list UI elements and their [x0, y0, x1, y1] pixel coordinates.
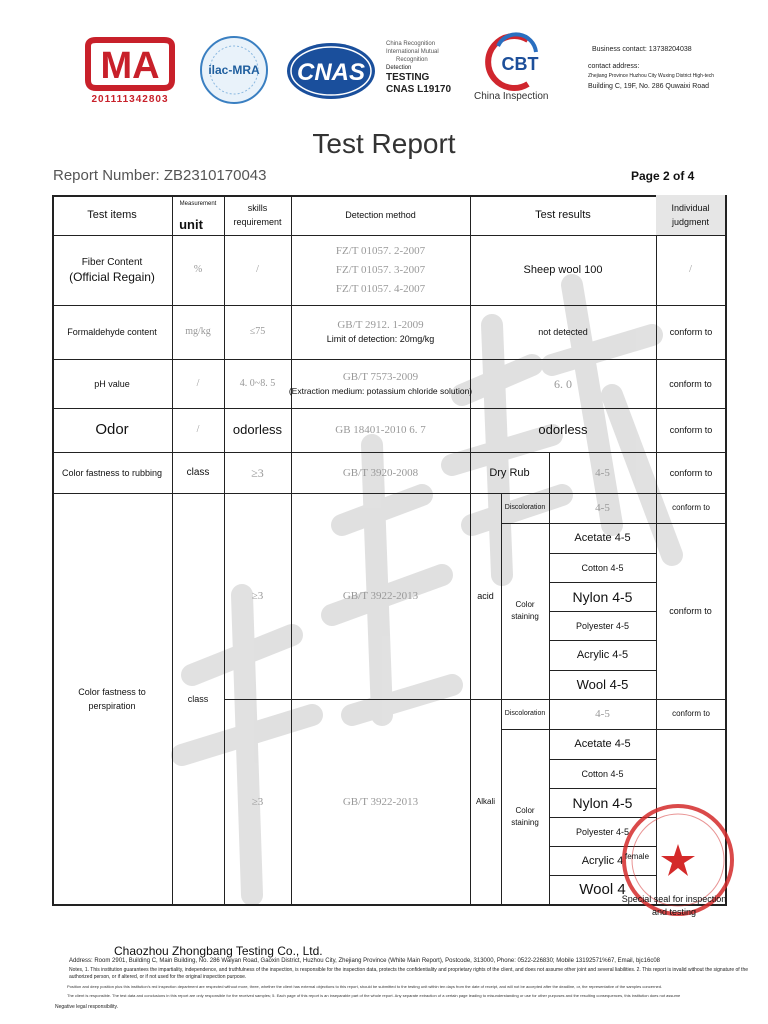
- odor-judgment: conform to: [669, 425, 713, 435]
- cma-code: 201111342803: [91, 94, 169, 105]
- company-name: Chaozhou Zhongbang Testing Co., Ltd.: [114, 944, 323, 958]
- cnas-logo: [285, 40, 377, 102]
- header-measurement: Measurement: [179, 201, 217, 207]
- cma-logo-text: MA: [100, 45, 160, 87]
- ilac-mra-logo: [195, 34, 273, 106]
- alkali-staining-wool: Wool 4: [579, 880, 626, 898]
- acid-label: acid: [477, 591, 494, 601]
- rubbing-requirement: ≥3: [251, 465, 264, 480]
- cnas-line: Recognition: [396, 57, 428, 63]
- acid-discoloration-label: Discoloration: [504, 504, 546, 511]
- cnas-accreditation-text: [386, 40, 478, 96]
- cbt-logo-text: CBT: [501, 54, 539, 74]
- alkali-label: Alkali: [475, 796, 496, 806]
- odor-unit: /: [196, 424, 200, 435]
- alkali-method: GB/T 3922-2013: [342, 795, 419, 808]
- formaldehyde-method: GB/T 2912. 1-2009: [337, 319, 424, 331]
- rubbing-judgment: conform to: [669, 467, 713, 478]
- alkali-staining-cotton: Cotton 4-5: [581, 768, 624, 779]
- fiber-content-label: Fiber Content: [81, 257, 143, 268]
- fiber-unit: %: [193, 264, 203, 275]
- fiber-methods: [291, 235, 470, 305]
- alkali-staining-label: Color staining: [511, 805, 539, 827]
- rubbing-result: 4-5: [595, 466, 610, 479]
- acid-staining-acetate: Acetate 4-5: [574, 532, 631, 544]
- rubbing-method: GB/T 3920-2008: [342, 466, 419, 479]
- ph-judgment: conform to: [669, 378, 712, 389]
- cma-logo: [80, 36, 180, 106]
- acid-method: GB/T 3922-2013: [342, 590, 419, 602]
- rubbing-unit: class: [186, 466, 210, 478]
- footer-notes: Negative legal responsibility.: [55, 1004, 118, 1010]
- acid-staining-judgment: conform to: [669, 606, 712, 616]
- perspiration-item: Color fastness to perspiration: [78, 686, 146, 711]
- fiber-method: FZ/T 01057. 4-2007: [335, 282, 426, 295]
- formaldehyde-judgment: conform to: [669, 327, 713, 337]
- cnas-line: International Mutual: [386, 49, 439, 55]
- ph-item: pH value: [94, 378, 130, 389]
- cnas-testing: TESTING: [386, 72, 430, 83]
- rubbing-dry-rub-label: Dry Rub: [489, 466, 530, 479]
- alkali-discoloration-judgment: conform to: [672, 709, 710, 718]
- acid-discoloration-value: 4-5: [595, 502, 610, 514]
- seal-female-label: female: [625, 852, 650, 861]
- header-detection-method: Detection method: [345, 210, 416, 220]
- fiber-method: FZ/T 01057. 2-2007: [335, 244, 426, 257]
- alkali-staining-acetate: Acetate 4-5: [574, 738, 631, 750]
- acid-staining-polyester: Polyester 4-5: [575, 620, 630, 631]
- acid-staining-acrylic: Acrylic 4-5: [576, 649, 629, 661]
- seal-star-icon: [661, 844, 695, 876]
- ph-unit: /: [196, 377, 200, 389]
- ph-method: GB/T 7573-2009: [342, 370, 419, 383]
- contact-address-label: contact address:: [588, 63, 640, 70]
- header-individual-judgment: Individual judgment: [656, 195, 725, 235]
- page-number: Page 2 of 4: [631, 169, 695, 183]
- fiber-method: FZ/T 01057. 3-2007: [335, 263, 426, 276]
- fiber-content-item: [52, 235, 172, 305]
- alkali-discoloration-label: Discoloration: [504, 710, 546, 717]
- cnas-line: China Recognition: [386, 41, 436, 47]
- cnas-line: Detection: [386, 65, 412, 71]
- ilac-logo-text: ilac-MRA: [208, 63, 260, 77]
- cnas-code: CNAS L19170: [386, 84, 452, 95]
- alkali-staining-acrylic: Acrylic 4: [581, 854, 624, 867]
- odor-item: Odor: [95, 421, 129, 438]
- odor-requirement: odorless: [232, 422, 283, 437]
- acid-staining-wool: Wool 4-5: [576, 676, 629, 692]
- header-test-items: Test items: [87, 209, 137, 221]
- formaldehyde-unit: mg/kg: [185, 326, 211, 337]
- alkali-requirement: ≥3: [251, 795, 264, 808]
- contact-address-line1: Zhejiang Province Huzhou City Wuxing District High-tech: [588, 73, 715, 79]
- fiber-official-regain-label: (Official Regain): [69, 270, 155, 284]
- formaldehyde-requirement: ≤75: [249, 326, 266, 337]
- footer-notes: The client is responsible. The test data and conclusions in this report are only responsible for the received samples; 5. Each page of this report is an inseparable part of the whole report. Any separate extraction of a certain page leading to misunderstanding or use for other purposes and the resulting consequences, this institution does not assume: [67, 993, 681, 998]
- acid-discoloration-judgment: conform to: [672, 503, 710, 512]
- header-unit: unit: [179, 217, 203, 232]
- formaldehyde-item: Formaldehyde content: [67, 327, 157, 337]
- rubbing-item: Color fastness to rubbing: [61, 467, 163, 478]
- contact-address-line2: Building C, 19F, No. 286 Quwaixi Road: [588, 83, 710, 90]
- ph-method-note: (Extraction medium: potassium chloride solution): [288, 385, 473, 396]
- report-number: Report Number: ZB2310170043: [53, 167, 267, 184]
- footer-notes: Notes, 1. This institution guarantees the impartiality, independence, and truthfulness of the inspection, is responsible for the inspection data, protects the confidentiality and proprietary rights of the client, and does not assume other joint and several liabilities. 2. This report is invalid without the signature of the authorized person, or if altered, or if not used for the original inspection purpose.: [69, 967, 749, 980]
- contact-info: [588, 44, 760, 92]
- seal-caption: Special seal for inspection and testing: [621, 894, 727, 917]
- perspiration-unit: class: [187, 693, 209, 704]
- ph-method-cell: [288, 359, 473, 408]
- fiber-judgment: /: [689, 264, 692, 275]
- company-address: Address: Room 2901, Building C, Main Building, No. 286 Waiyan Road, Gaoxin District, Huzhou City, Zhejiang Province (White Main Report), Postcode, 313000, Phone: 0522-226830; Mobile 13192571%67, Email, bjc16c08: [69, 958, 660, 964]
- cbt-caption: China Inspection: [474, 91, 549, 102]
- acid-staining-label: Color staining: [511, 600, 539, 621]
- header-skills-requirement: skills requirement: [233, 203, 282, 227]
- fiber-requirement: /: [256, 264, 259, 275]
- fiber-result: Sheep wool 100: [523, 264, 603, 276]
- cbt-logo: [476, 32, 556, 92]
- cnas-logo-text: CNAS: [296, 59, 366, 86]
- footer-notes: Position and deep position plus this institution's red inspection department are respected without more, three, whether the client has external objections to this report, should be submitted to the testing unit within ten days from the date of receipt, and will not be accepted after the deadline, or, the representative of the samples concerned.: [67, 984, 663, 989]
- alkali-staining-polyester: Polyester 4-5: [575, 826, 630, 837]
- alkali-discoloration-value: 4-5: [595, 708, 610, 720]
- ph-result: 6. 0: [554, 376, 572, 391]
- acid-staining-nylon: Nylon 4-5: [572, 588, 633, 605]
- header-test-results: Test results: [535, 209, 591, 221]
- alkali-staining-nylon: Nylon 4-5: [572, 794, 633, 811]
- ph-requirement: 4. 0~8. 5: [239, 377, 276, 389]
- odor-result: odorless: [538, 422, 588, 437]
- odor-method: GB 18401-2010 6. 7: [335, 424, 426, 436]
- formaldehyde-method-note: Limit of detection: 20mg/kg: [326, 334, 435, 344]
- report-title: Test Report: [312, 128, 456, 159]
- business-contact: Business contact: 13738204038: [592, 46, 692, 53]
- acid-staining-cotton: Cotton 4-5: [581, 562, 624, 573]
- acid-requirement: ≥3: [251, 590, 264, 602]
- formaldehyde-result: not detected: [538, 327, 588, 337]
- formaldehyde-method-cell: [291, 305, 470, 359]
